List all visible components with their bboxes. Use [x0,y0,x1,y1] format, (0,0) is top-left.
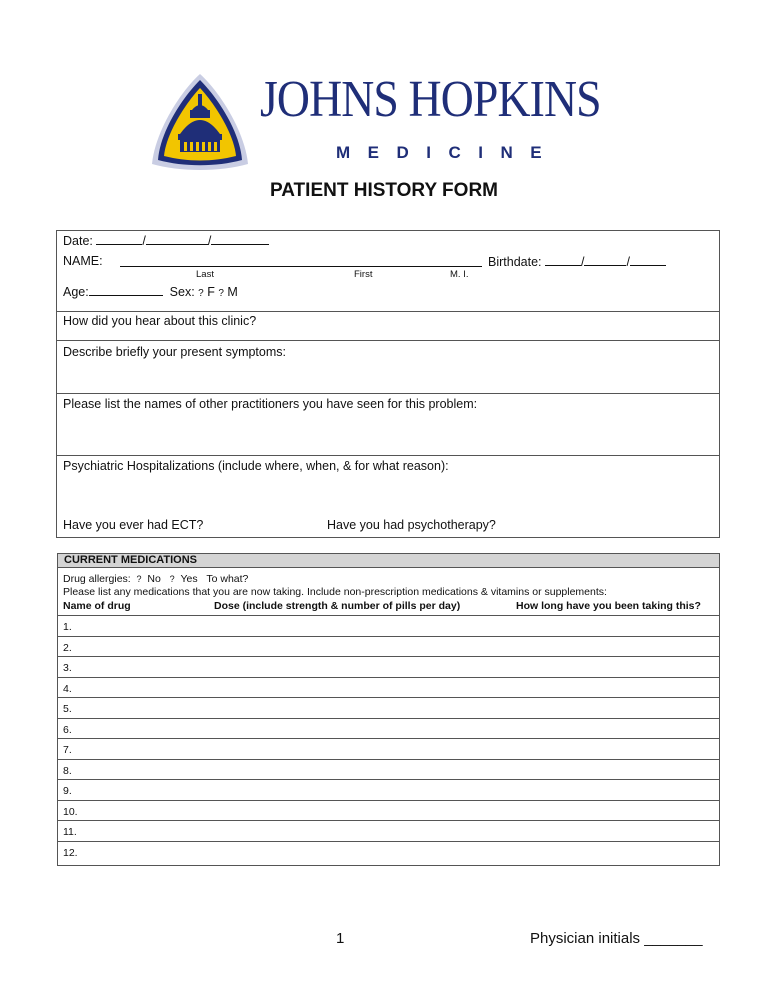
medication-row[interactable] [57,820,720,841]
allergies-row [63,573,248,585]
medication-row-number: 6. [63,723,72,736]
sex-f-label: F [207,285,215,299]
sex-m-label: M [227,285,238,299]
patient-info-box [56,230,720,538]
date-slash: / [142,234,146,248]
medications-instructions: Please list any medications that you are now taking. Include non-prescription medications & vitamins or supplements: [63,586,607,598]
allergies-to-what-label: To what? [206,573,249,585]
date-day-field[interactable] [146,233,208,245]
medication-row-number: 9. [63,785,72,797]
first-name-caption: First [354,269,373,280]
medication-row-number: 3. [63,662,72,674]
birthdate-slash: / [626,255,630,269]
last-name-caption: Last [196,269,214,280]
birthdate-year-field[interactable] [630,254,666,266]
medication-row-number: 4. [63,682,72,695]
hear-about-question: How did you hear about this clinic? [63,314,257,328]
medication-row[interactable] [57,779,720,800]
birthdate-month-field[interactable] [545,254,581,266]
birthdate-slash: / [581,255,585,269]
column-header-dose: Dose (include strength & number of pills per day) [214,600,461,612]
allergies-label: Drug allergies: [63,573,131,585]
middle-initial-caption: M. I. [450,269,469,280]
logo-wordmark: JOHNS HOPKINS [260,71,601,128]
birthdate-row [488,254,666,269]
medication-row[interactable] [57,656,720,677]
medication-row[interactable] [57,677,720,698]
date-label: Date: [63,234,93,248]
hopkins-dome-logo-icon [150,72,250,172]
medication-row[interactable] [57,636,720,657]
medication-row-number: 5. [63,703,72,715]
medications-header: CURRENT MEDICATIONS [57,553,720,568]
sex-m-checkbox[interactable]: ? [218,288,224,299]
column-header-duration: How long have you been taking this? [516,600,701,612]
practitioners-question: Please list the names of other practitioners you have seen for this problem: [63,397,478,411]
medication-row-number: 12. [63,846,78,859]
medication-row-number: 10. [63,805,78,818]
divider [56,455,720,456]
allergies-yes-checkbox[interactable]: ? [169,574,175,584]
divider [56,311,720,312]
medication-row[interactable] [57,697,720,718]
medication-row-number: 1. [63,621,72,633]
medication-row[interactable] [57,738,720,759]
age-sex-row [63,284,238,299]
name-label: NAME: [63,254,103,268]
medication-row[interactable] [57,615,720,636]
medication-row[interactable] [57,800,720,821]
logo-subtitle: MEDICINE [336,143,560,162]
age-field[interactable] [89,284,163,296]
page-title: PATIENT HISTORY FORM [269,180,498,201]
date-row [63,233,269,248]
divider [56,340,720,341]
medication-row[interactable] [57,718,720,739]
divider [56,393,720,394]
birthdate-day-field[interactable] [584,254,626,266]
hospitalizations-question: Psychiatric Hospitalizations (include where, when, & for what reason): [63,459,449,473]
age-label: Age: [63,285,89,299]
medication-row[interactable] [57,759,720,780]
date-slash: / [207,234,212,248]
sex-label: Sex: [169,285,195,299]
symptoms-question: Describe briefly your present symptoms: [63,345,286,359]
allergies-yes-label: Yes [180,573,198,585]
medication-row-number: 7. [63,744,72,756]
name-field[interactable] [120,266,482,267]
physician-initials-field[interactable]: Physician initials _______ [530,930,703,947]
psychotherapy-question: Have you had psychotherapy? [327,518,496,532]
medication-row-number: 8. [63,764,72,777]
birthdate-label: Birthdate: [488,255,542,269]
sex-f-checkbox[interactable]: ? [198,288,204,299]
medication-row-number: 11. [63,826,77,838]
date-year-field[interactable] [211,233,269,245]
allergies-no-checkbox[interactable]: ? [136,574,142,584]
allergies-no-label: No [147,573,161,585]
column-header-drug-name: Name of drug [63,600,131,612]
ect-question: Have you ever had ECT? [63,518,204,532]
page-number: 1 [336,930,345,947]
medication-row[interactable] [57,841,720,862]
medication-row-number: 2. [63,641,72,654]
date-month-field[interactable] [96,233,142,245]
